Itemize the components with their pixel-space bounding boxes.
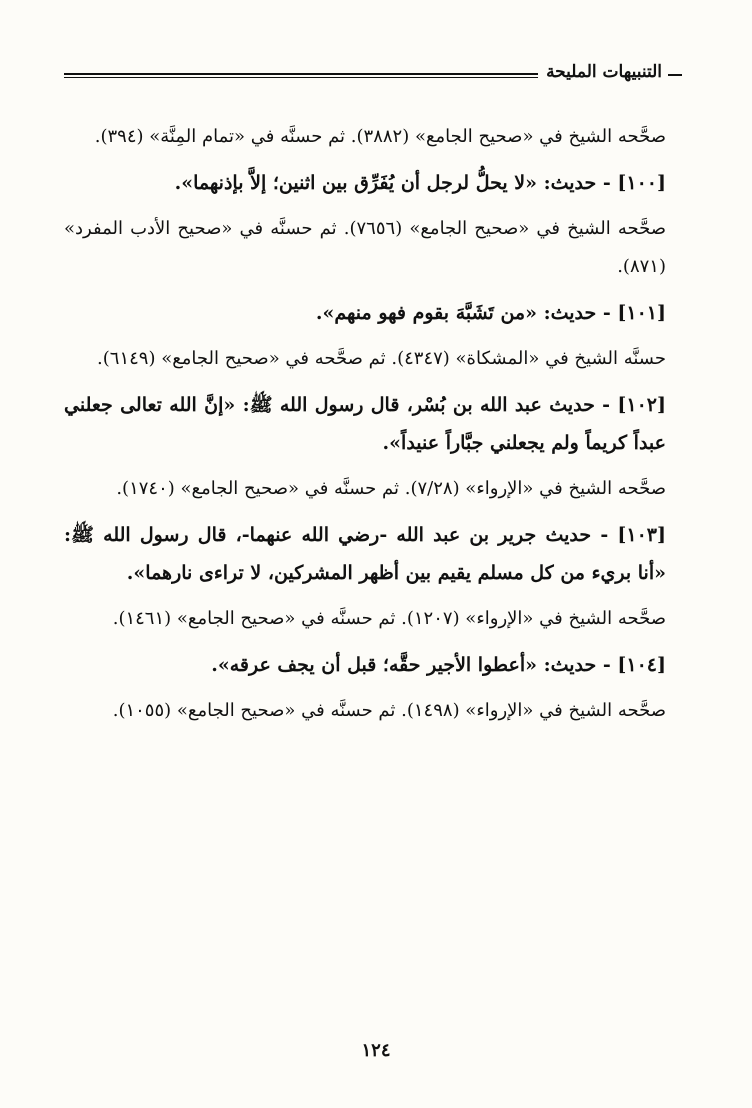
header-dash: [668, 74, 682, 76]
page-body: [64, 118, 682, 738]
grading-note: صحَّحه الشيخ في «الإرواء» (١٢٠٧). ثم حسنَّه في «صحيح الجامع» (١٤٦١).: [112, 608, 666, 629]
page-number: ١٢٤: [361, 1040, 391, 1061]
grading-note: صحَّحه الشيخ في «الإرواء» (١٤٩٨). ثم حسنَّه في «صحيح الجامع» (١٠٥٥).: [112, 700, 666, 721]
header-rule: [64, 73, 538, 78]
grading-note: حسنَّه الشيخ في «المشكاة» (٤٣٤٧). ثم صحَّحه في «صحيح الجامع» (٦١٤٩).: [97, 348, 666, 369]
hadith-entry-102: [١٠٢] - حديث عبد الله بن بُسْر، قال رسول الله ﷺ: «إنَّ الله تعالى جعلني عبداً كريماً ولم يجعلني جبَّاراً عنيداً».: [64, 394, 666, 454]
hadith-entry-103: [١٠٣] - حديث جرير بن عبد الله -رضي الله عنهما-، قال رسول الله ﷺ: «أنا بريء من كل مسلم يقيم بين أظهر المشركين، لا تراءى نارهما».: [64, 524, 666, 584]
page-header: [64, 62, 682, 82]
hadith-entry-100: [١٠٠] - حديث: «لا يحلُّ لرجل أن يُفَرِّق بين اثنين؛ إلاَّ بإذنهما».: [174, 172, 666, 194]
grading-note: صحَّحه الشيخ في «الإرواء» (٧/٢٨). ثم حسنَّه في «صحيح الجامع» (١٧٤٠).: [116, 478, 666, 499]
hadith-entry-104: [١٠٤] - حديث: «أعطوا الأجير حقَّه؛ قبل أن يجف عرقه».: [211, 654, 666, 676]
grading-note: صحَّحه الشيخ في «صحيح الجامع» (٧٦٥٦). ثم حسنَّه في «صحيح الأدب المفرد» (٨٧١).: [64, 218, 666, 277]
hadith-entry-101: [١٠١] - حديث: «من تَشَبَّهَ بقوم فهو منهم».: [315, 302, 666, 324]
running-title: التنبيهات المليحة: [546, 62, 662, 82]
grading-note: صحَّحه الشيخ في «صحيح الجامع» (٣٨٨٢). ثم حسنَّه في «تمام المِنَّة» (٣٩٤).: [94, 126, 666, 147]
